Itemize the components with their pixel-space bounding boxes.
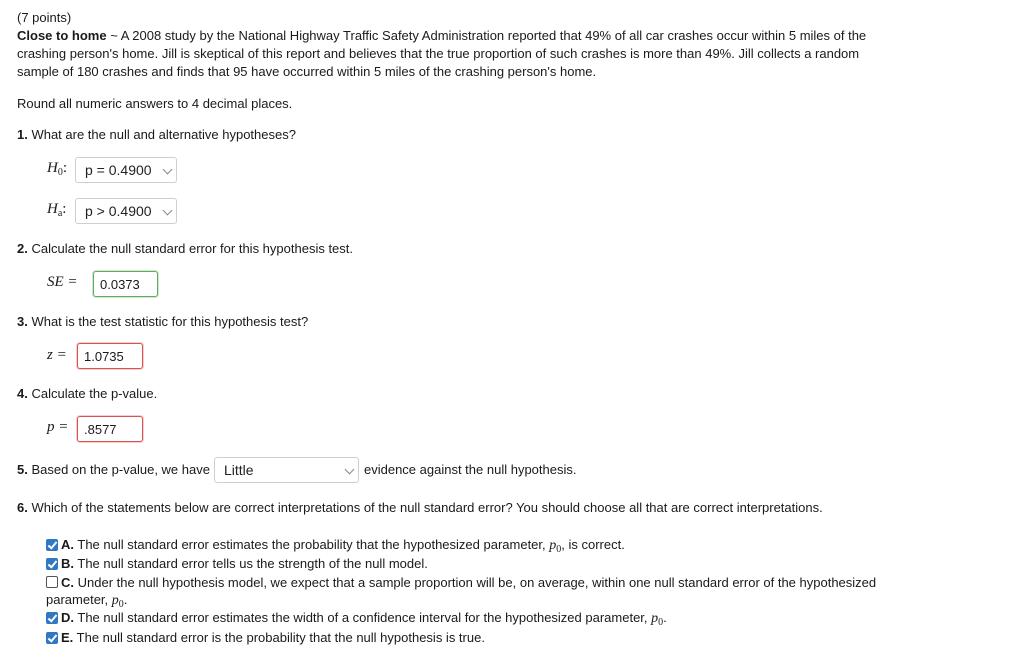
h0-select-value: p = 0.4900 [85,162,152,178]
question-5-suffix: evidence against the null hypothesis. [364,462,577,477]
h0-select[interactable] [75,157,177,183]
option-d: D. The null standard error estimates the width of a confidence interval for the hypothesized parameter, $p_0$. [61,610,667,628]
option-d-checkbox[interactable] [46,612,58,624]
ha-label: $H_a$: [47,201,67,219]
problem-line-1: Close to home ~ A 2008 study by the National Highway Traffic Safety Administration reported that 49% of all car crashes occur within 5 miles of the [17,28,867,43]
p-label: p = [47,419,69,435]
question-5: 5. Based on the p-value, we have [17,462,210,477]
problem-line-2: crashing person's home. Jill is skeptical of this report and believes that the true proportion of such crashes is more than 49%. Jill collects a random [17,46,860,61]
option-b: B. The null standard error tells us the strength of the null model. [61,556,428,571]
option-b-checkbox[interactable] [46,558,58,570]
question-6: 6. Which of the statements below are correct interpretations of the null standard error? You should choose all that are correct interpretations. [17,500,823,515]
option-a: A. The null standard error estimates the probability that the hypothesized parameter, $p_0$, is correct. [61,537,625,555]
ha-select-value: p > 0.4900 [85,203,152,219]
se-label: SE = [47,274,78,290]
ha-select[interactable] [75,198,177,224]
problem-title: Close to home [17,28,107,43]
option-c-checkbox[interactable] [46,576,58,588]
question-2: 2. Calculate the null standard error for this hypothesis test. [17,241,354,256]
option-e-checkbox[interactable] [46,632,58,644]
chevron-down-icon [163,165,173,175]
option-c: C. Under the null hypothesis model, we expect that a sample proportion will be, on average, within one null standard error of the hypothesized [61,575,877,590]
problem-statement [17,27,1007,81]
h0-label: $H_0$: [47,160,68,178]
se-input[interactable]: 0.0373 [93,271,158,297]
points-label: (7 points) [17,10,72,25]
problem-line-3: sample of 180 crashes and finds that 95 have occurred within 5 miles of the crashing person's home. [17,64,597,79]
option-a-checkbox[interactable] [46,539,58,551]
evidence-select-value: Little [224,462,254,478]
z-input[interactable]: 1.0735 [77,343,143,369]
question-1: 1. What are the null and alternative hypotheses? [17,127,296,142]
chevron-down-icon [345,465,355,475]
p-value-input[interactable]: .8577 [77,416,143,442]
option-e: E. The null standard error is the probability that the null hypothesis is true. [61,630,485,645]
z-label: z = [47,347,67,363]
option-c-line-2: parameter, $p_0$. [46,592,128,610]
instructions: Round all numeric answers to 4 decimal places. [17,96,293,111]
evidence-select[interactable] [214,457,359,483]
question-3: 3. What is the test statistic for this hypothesis test? [17,314,309,329]
chevron-down-icon [163,206,173,216]
question-4: 4. Calculate the p-value. [17,386,158,401]
